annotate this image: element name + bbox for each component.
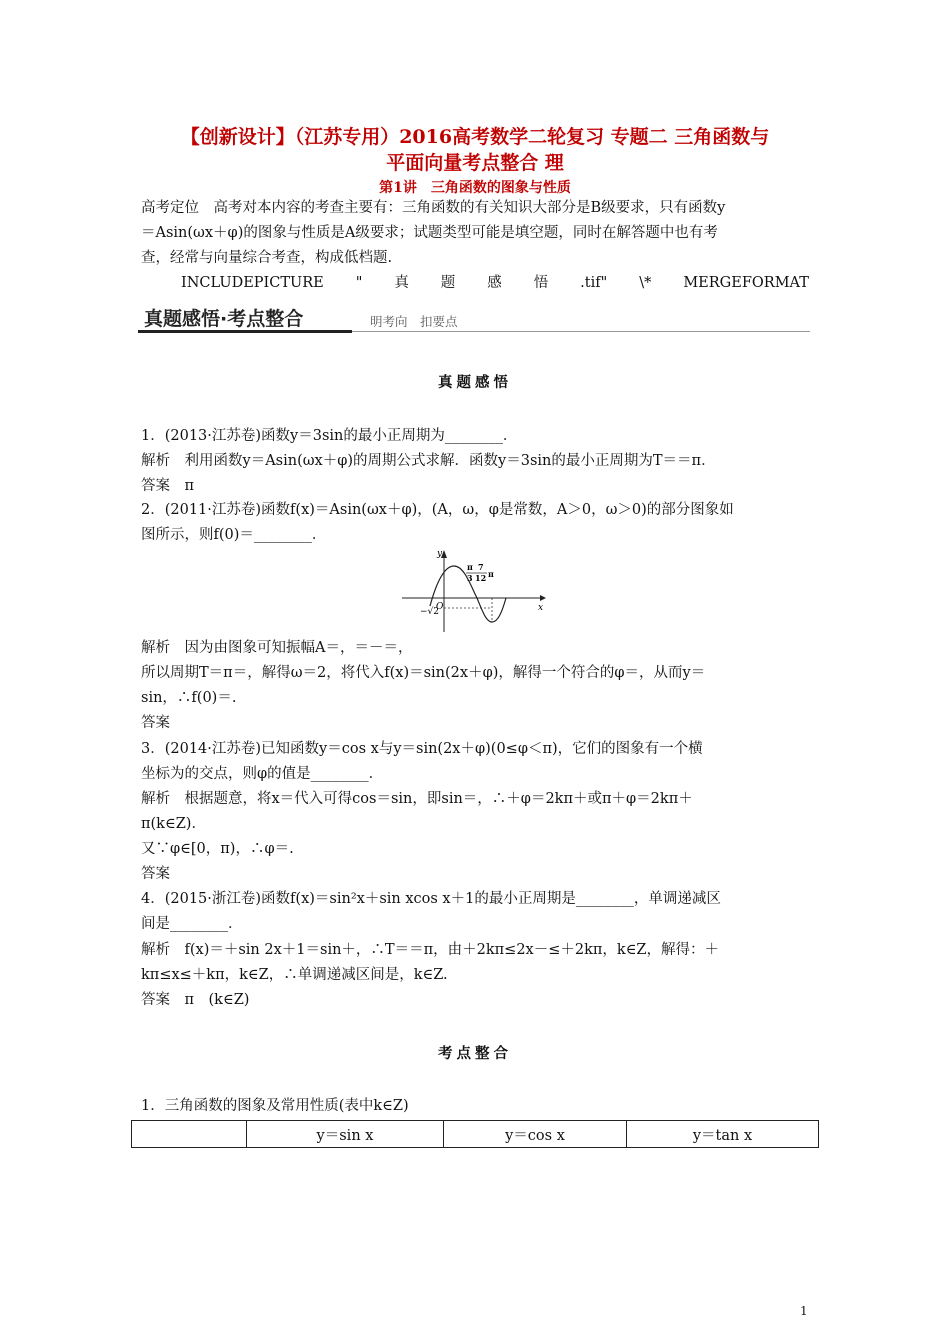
intro-line-1: 高考定位 高考对本内容的考查主要有：三角函数的有关知识大部分是B级要求，只有函数y xyxy=(141,200,726,216)
y-axis-label: y xyxy=(437,549,443,559)
trig-properties-table xyxy=(131,1120,819,1148)
problem-2-question-line2: 图所示，则f(0)＝________． xyxy=(141,527,327,543)
problem-3-analysis-line2: π(k∈Z)． xyxy=(141,816,206,832)
problem-3-analysis-line3: 又∵φ∈[0，π)，∴φ＝. xyxy=(141,841,294,857)
problem-4-analysis-line1: 解析 f(x)＝＋sin 2x＋1＝sin＋，∴T＝＝π，由＋2kπ≤2x－≤＋2kπ，k∈Z，解得：＋ xyxy=(141,942,720,958)
field-code-token: 真 xyxy=(394,275,409,291)
x-axis-label: x xyxy=(538,603,544,613)
field-code-token: 题 xyxy=(440,275,456,291)
document-title-line1: 【创新设计】（江苏专用）2016高考数学二轮复习 专题二 三角函数与 xyxy=(180,126,770,148)
banner-title: 真题感悟·考点整合 xyxy=(144,308,304,330)
problem-2-analysis-line3: sin，∴f(0)＝. xyxy=(141,690,237,706)
table-header-cell xyxy=(132,1121,247,1148)
field-code-token: INCLUDEPICTURE xyxy=(181,275,324,291)
tick-label-pi-suffix: π xyxy=(488,569,494,579)
field-code-token: " xyxy=(355,275,363,291)
table-header-cell: y＝tan x xyxy=(627,1121,819,1148)
field-code-token: .tif" xyxy=(580,275,608,291)
page-number: 1 xyxy=(800,1304,808,1318)
table-caption: 1．三角函数的图象及常用性质(表中k∈Z) xyxy=(141,1098,409,1114)
problem-1-answer: 答案 π xyxy=(141,478,195,494)
intro-line-2: ＝Asin(ωx＋φ)的图象与性质是A级要求；试题类型可能是填空题，同时在解答题中也有考 xyxy=(141,225,718,241)
banner-underline xyxy=(138,330,352,333)
tick-label-7-num: 7 xyxy=(478,562,484,572)
section-banner xyxy=(138,304,810,332)
lecture-title: 第1讲 三角函数的图象与性质 xyxy=(379,180,571,196)
problem-4-question-line1: 4．(2015·浙江卷)函数f(x)＝sin²x＋sin xcos x＋1的最小正周期是________，单调递减区 xyxy=(141,891,721,907)
field-code-line xyxy=(141,273,809,293)
problem-1-analysis: 解析 利用函数y＝Asin(ωx＋φ)的周期公式求解．函数y＝3sin的最小正周期为T＝＝π． xyxy=(141,453,716,469)
table-header-row xyxy=(132,1121,819,1148)
problem-4-answer: 答案 π (k∈Z) xyxy=(141,992,250,1008)
tick-label-12-den: 12 xyxy=(475,573,487,583)
section-heading-zhenti: 真题感悟 xyxy=(438,374,512,391)
tick-label-pi-den: 3 xyxy=(467,573,473,583)
problem-2-question-line1: 2．(2011·江苏卷)函数f(x)＝Asin(ωx＋φ)，(A，ω，φ是常数，A＞0，ω＞0)的部分图象如 xyxy=(141,502,734,518)
problem-3-question-line1: 3．(2014·江苏卷)已知函数y＝cos x与y＝sin(2x＋φ)(0≤φ＜π)，它们的图象有一个横 xyxy=(141,741,703,757)
table-header-cell: y＝sin x xyxy=(247,1121,444,1148)
problem-3-answer: 答案 xyxy=(141,866,170,882)
field-code-token: \* xyxy=(639,275,652,291)
field-code-token: 悟 xyxy=(533,275,549,291)
origin-label: O xyxy=(436,602,444,612)
section-heading-kaodian: 考点整合 xyxy=(438,1045,512,1062)
problem-3-analysis-line1: 解析 根据题意，将x＝代入可得cos＝sin，即sin＝，∴＋φ＝2kπ＋或π＋φ＝2kπ＋ xyxy=(141,791,693,807)
banner-rule xyxy=(352,331,810,332)
banner-subtitle: 明考向 扣要点 xyxy=(370,314,458,329)
problem-1-question: 1．(2013·江苏卷)函数y＝3sin的最小正周期为________． xyxy=(141,428,518,444)
problem-3-question-line2: 坐标为的交点，则φ的值是________． xyxy=(141,766,384,782)
problem-4-analysis-line2: kπ≤x≤＋kπ，k∈Z，∴单调递减区间是，k∈Z. xyxy=(141,967,448,983)
min-value-label: −√2 xyxy=(420,607,440,617)
tick-label-pi-num: π xyxy=(467,562,473,572)
field-code-token: MERGEFORMAT xyxy=(683,275,809,291)
problem-4-question-line2: 间是________． xyxy=(141,916,243,932)
problem-2-analysis-line1: 解析 因为由图象可知振幅A＝，＝－＝， xyxy=(141,640,413,656)
table-header-cell: y＝cos x xyxy=(444,1121,627,1148)
intro-line-3: 查，经常与向量综合考查，构成低档题. xyxy=(141,250,393,266)
problem-2-analysis-line2: 所以周期T＝π＝，解得ω＝2，将代入f(x)＝sin(2x＋φ)，解得一个符合的φ＝，从而y＝ xyxy=(141,665,706,681)
x-axis-arrow xyxy=(540,595,546,601)
document-title-line2: 平面向量考点整合 理 xyxy=(386,152,564,174)
sine-graph-figure xyxy=(400,546,546,632)
field-code-token: 感 xyxy=(487,275,502,291)
problem-2-answer: 答案 xyxy=(141,715,170,731)
